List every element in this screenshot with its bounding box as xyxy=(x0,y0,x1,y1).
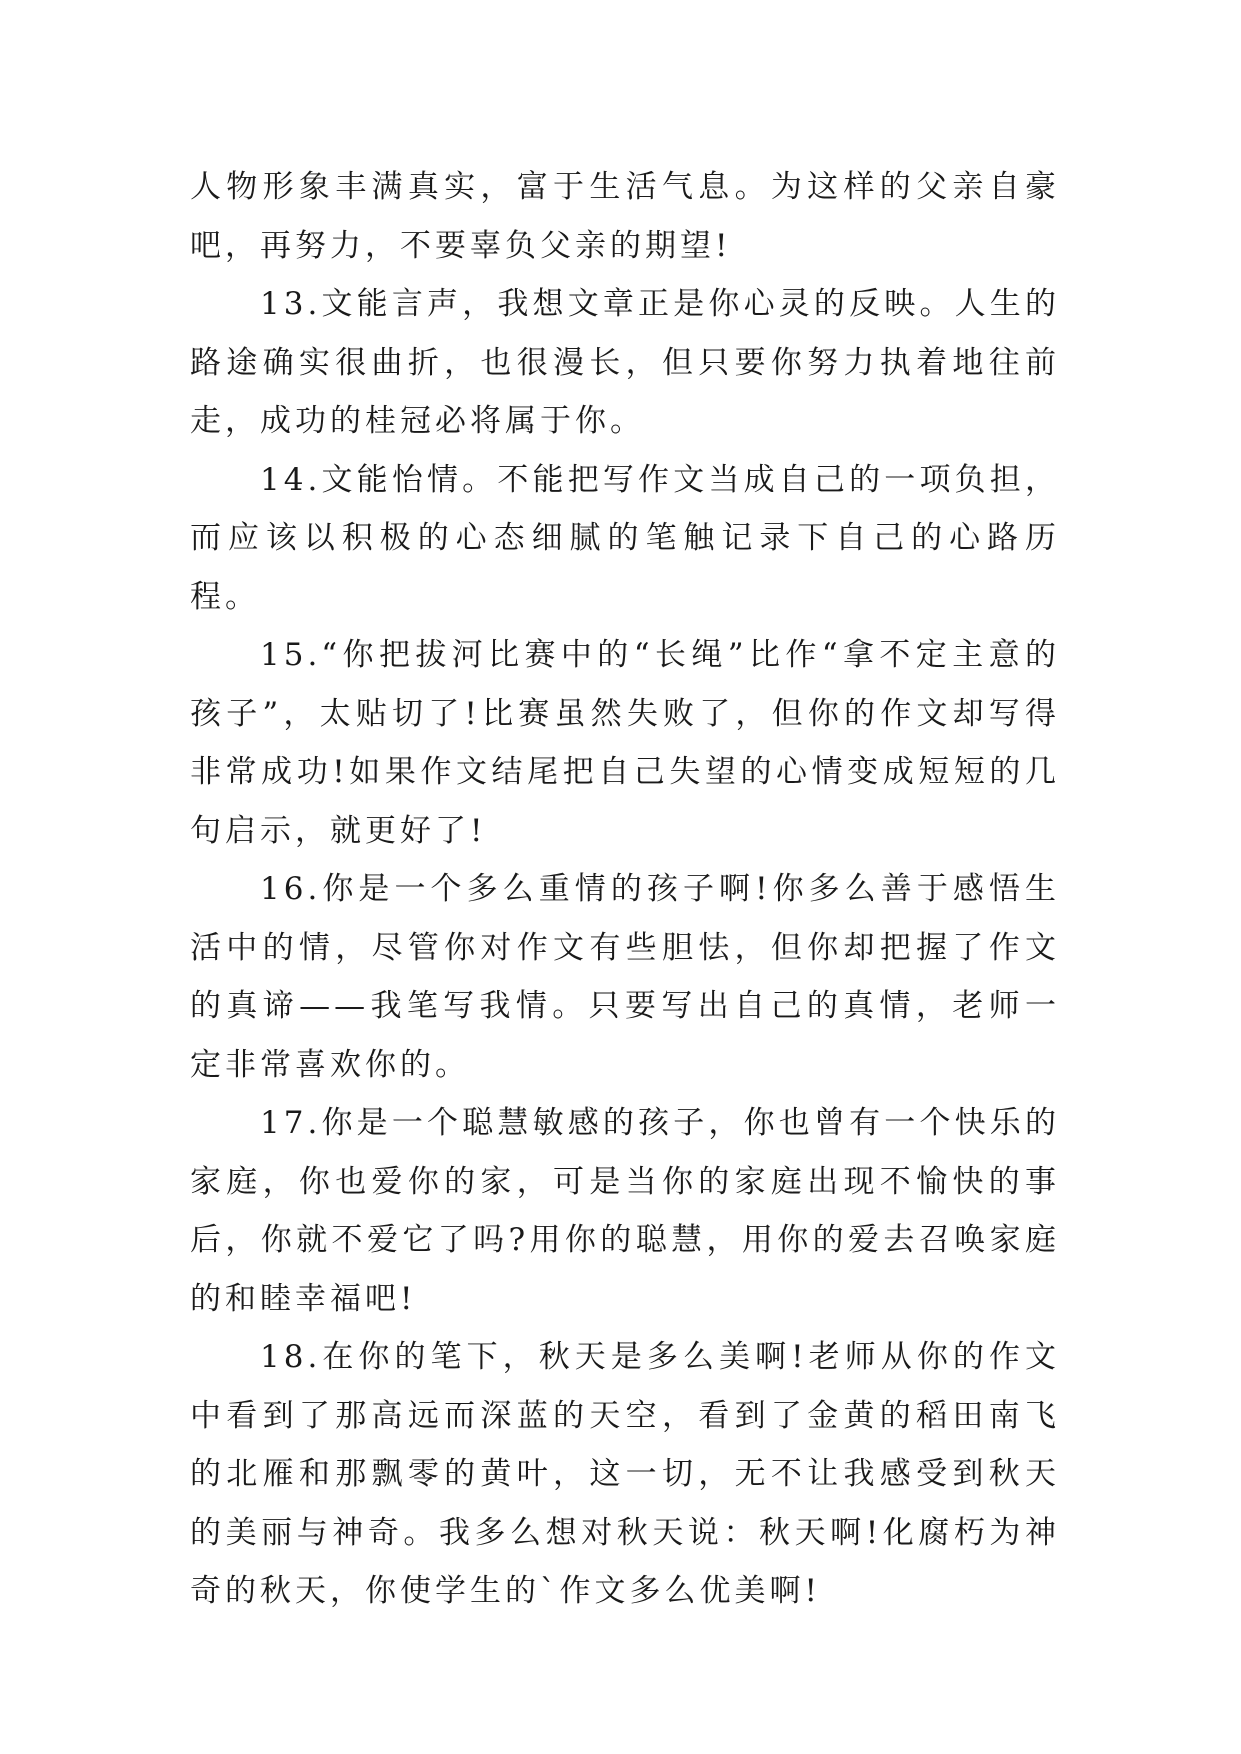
paragraph-14: 14.文能怡情。不能把写作文当成自己的一项负担，而应该以积极的心态细腻的笔触记录下自己的心路历程。 xyxy=(190,461,1060,615)
paragraph-17: 17.你是一个聪慧敏感的孩子，你也曾有一个快乐的家庭，你也爱你的家，可是当你的家庭出现不愉快的事后，你就不爱它了吗?用你的聪慧，用你的爱去召唤家庭的和睦幸福吧! xyxy=(190,1105,1060,1317)
paragraph-16: 16.你是一个多么重情的孩子啊!你多么善于感悟生活中的情，尽管你对作文有些胆怯，但你却把握了作文的真谛——我笔写我情。只要写出自己的真情，老师一定非常喜欢你的。 xyxy=(190,871,1060,1083)
paragraph-15: 15.“你把拔河比赛中的“长绳”比作“拿不定主意的孩子”，太贴切了!比赛虽然失败了，但你的作文却写得非常成功!如果作文结尾把自己失望的心情变成短短的几句启示，就更好了! xyxy=(190,637,1060,849)
paragraph-continuation: 人物形象丰满真实，富于生活气息。为这样的父亲自豪吧，再努力，不要辜负父亲的期望! xyxy=(190,169,1060,264)
paragraph-13: 13.文能言声，我想文章正是你心灵的反映。人生的路途确实很曲折，也很漫长，但只要你努力执着地往前走，成功的桂冠必将属于你。 xyxy=(190,286,1060,439)
paragraph-18: 18.在你的笔下，秋天是多么美啊!老师从你的作文中看到了那高远而深蓝的天空，看到了金黄的稻田南飞的北雁和那飘零的黄叶，这一切，无不让我感受到秋天的美丽与神奇。我多么想对秋天说：秋天啊!化腐朽为神奇的秋天，你使学生的`作文多么优美啊! xyxy=(190,1339,1060,1609)
document-body xyxy=(190,158,1060,1621)
